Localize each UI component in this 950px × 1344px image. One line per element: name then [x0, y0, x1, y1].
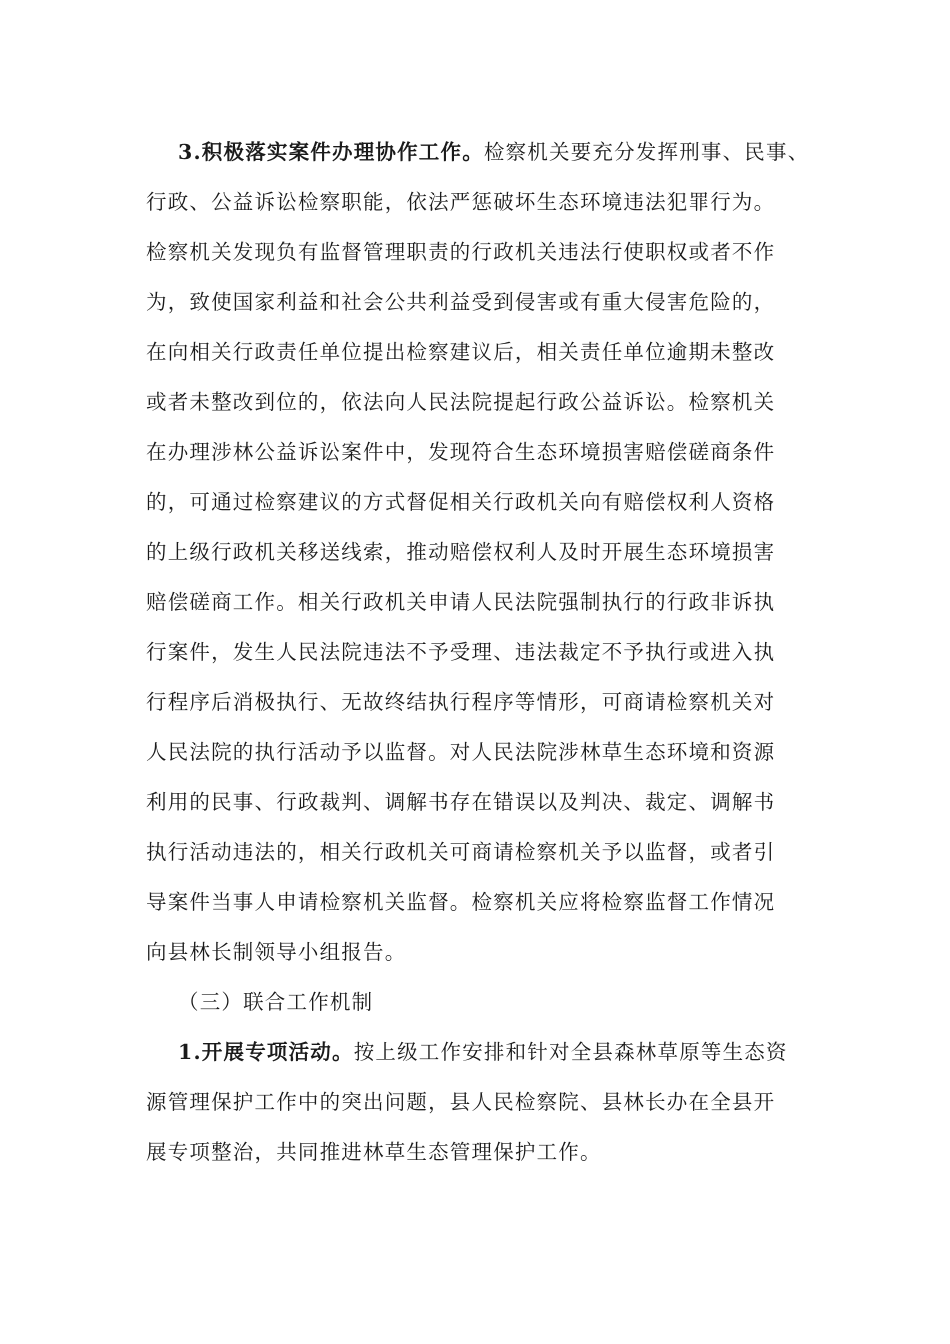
paragraph-line: 为，致使国家利益和社会公共利益受到侵害或有重大侵害危险的， — [146, 290, 776, 314]
paragraph-line — [178, 132, 858, 172]
item-heading: 1.开展专项活动。 — [178, 1040, 354, 1064]
paragraph-line: 向县林长制领导小组报告。 — [146, 940, 407, 964]
section-heading: （三）联合工作机制 — [178, 990, 374, 1014]
paragraph-line: 在向相关行政责任单位提出检察建议后，相关责任单位逾期未整改 — [146, 340, 776, 364]
paragraph-line — [178, 1032, 858, 1072]
paragraph-line: 执行活动违法的，相关行政机关可商请检察机关予以监督，或者引 — [146, 840, 776, 864]
paragraph-line: 导案件当事人申请检察机关监督。检察机关应将检察监督工作情况 — [146, 890, 776, 914]
paragraph-text: 按上级工作安排和针对全县森林草原等生态资 — [353, 1040, 788, 1064]
paragraph-line: 行程序后消极执行、无故终结执行程序等情形，可商请检察机关对 — [146, 690, 776, 714]
paragraph-line: 的，可通过检察建议的方式督促相关行政机关向有赔偿权利人资格 — [146, 490, 776, 514]
paragraph-line: 源管理保护工作中的突出问题，县人民检察院、县林长办在全县开 — [146, 1090, 776, 1114]
paragraph-text: 检察机关要充分发挥刑事、民事、 — [483, 140, 810, 164]
paragraph-line: 展专项整治，共同推进林草生态管理保护工作。 — [146, 1140, 602, 1164]
item-heading: 3.积极落实案件办理协作工作。 — [178, 140, 484, 164]
paragraph-line: 利用的民事、行政裁判、调解书存在错误以及判决、裁定、调解书 — [146, 790, 776, 814]
paragraph-line: 行案件，发生人民法院违法不予受理、违法裁定不予执行或进入执 — [146, 640, 776, 664]
paragraph-line: 或者未整改到位的，依法向人民法院提起行政公益诉讼。检察机关 — [146, 390, 776, 414]
paragraph-line: 的上级行政机关移送线索，推动赔偿权利人及时开展生态环境损害 — [146, 540, 776, 564]
paragraph-line: 行政、公益诉讼检察职能，依法严惩破坏生态环境违法犯罪行为。 — [146, 190, 776, 214]
paragraph-line: 赔偿磋商工作。相关行政机关申请人民法院强制执行的行政非诉执 — [146, 590, 776, 614]
paragraph-line: 人民法院的执行活动予以监督。对人民法院涉林草生态环境和资源 — [146, 740, 776, 764]
paragraph-line: 检察机关发现负有监督管理职责的行政机关违法行使职权或者不作 — [146, 240, 776, 264]
paragraph-line: 在办理涉林公益诉讼案件中，发现符合生态环境损害赔偿磋商条件 — [146, 440, 776, 464]
